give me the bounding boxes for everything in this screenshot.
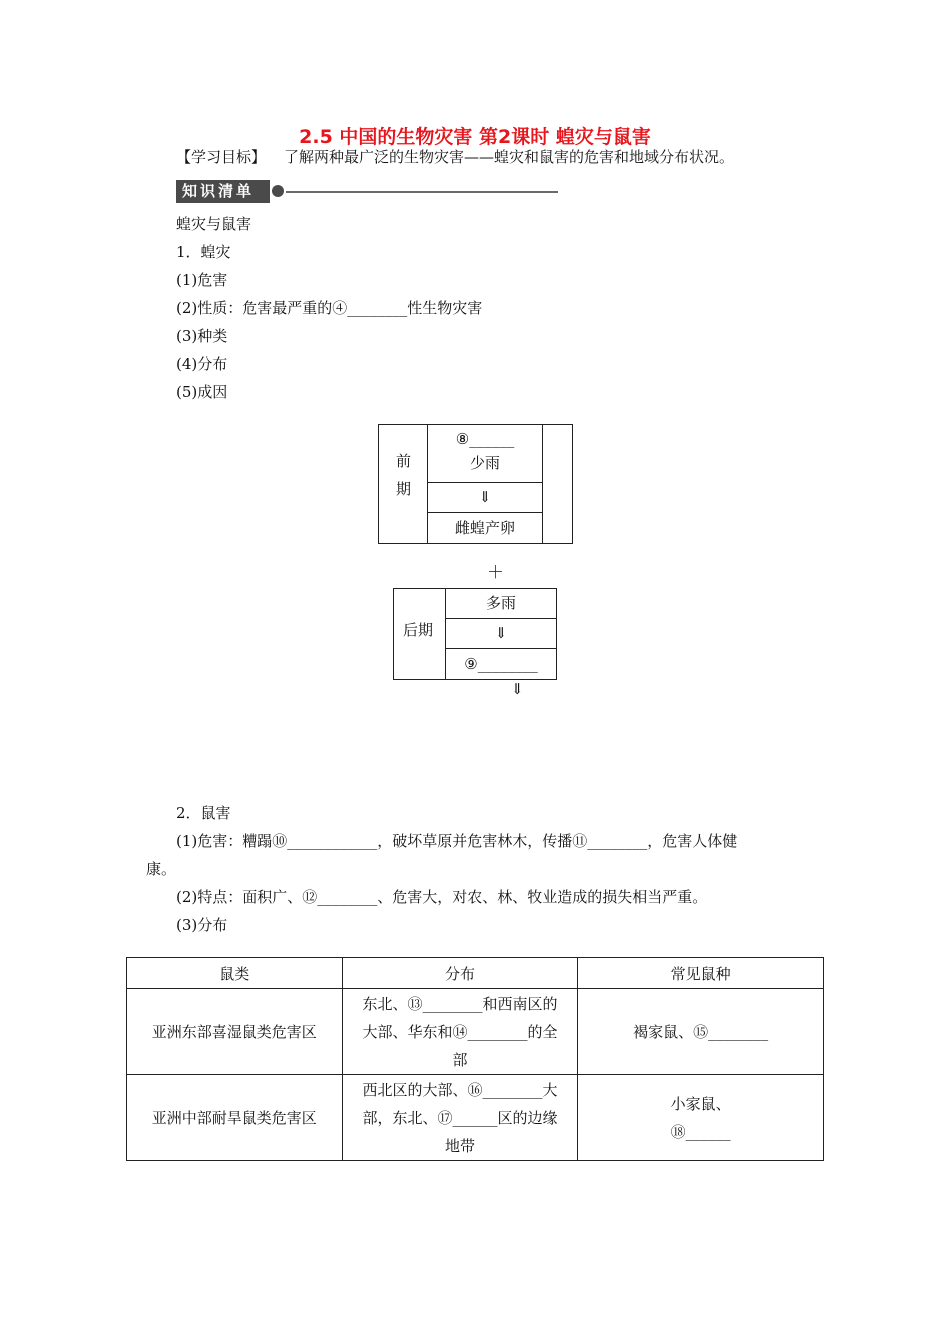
rodent-feature: (2)特点：面积广、⑫________、危害大，对农、林、牧业造成的损失相当严重。 xyxy=(176,888,708,906)
early-cell-top xyxy=(427,424,543,483)
cell-rodent-type: 亚洲东部喜湿鼠类危害区 xyxy=(127,989,343,1075)
banner-dot-icon xyxy=(272,185,284,197)
objective-text: 了解两种最广泛的生物灾害——蝗灾和鼠害的危害和地域分布状况。 xyxy=(284,148,735,166)
early-lay-eggs: 雌蝗产卵 xyxy=(454,519,515,537)
locust-item-nature: (2)性质：危害最严重的④________性生物灾害 xyxy=(176,299,483,317)
cell-distribution xyxy=(342,989,578,1075)
distribution-line: 部 xyxy=(452,1050,468,1069)
table-header-row xyxy=(127,958,824,989)
distribution-line: 大部、华东和⑭________的全 xyxy=(362,1022,558,1041)
down-arrow-icon: ⇓ xyxy=(478,488,492,506)
late-blank-9: ⑨________ xyxy=(464,655,538,673)
late-rain-cell xyxy=(445,588,557,619)
cell-species xyxy=(578,1075,824,1161)
locust-item-causes: (5)成因 xyxy=(176,383,228,401)
rodent-heading: 2．鼠害 xyxy=(176,804,231,822)
locust-item-kinds: (3)种类 xyxy=(176,327,228,345)
early-blank-8: ⑧______ xyxy=(455,430,515,448)
rodent-harm-line2: 康。 xyxy=(146,860,177,878)
rodent-distribution-table xyxy=(126,957,824,1161)
page-title: 2.5 中国的生物灾害 第2课时 蝗灾与鼠害 xyxy=(299,126,651,148)
early-label-2: 期 xyxy=(396,480,412,498)
early-label-1: 前 xyxy=(396,452,412,470)
early-little-rain: 少雨 xyxy=(469,454,500,472)
species-line: 小家鼠、 xyxy=(670,1094,731,1113)
learning-objective xyxy=(176,146,734,167)
table-row xyxy=(127,989,824,1075)
table-row xyxy=(127,1075,824,1161)
distribution-line: 地带 xyxy=(444,1136,475,1155)
cell-distribution xyxy=(342,1075,578,1161)
species-line: ⑱______ xyxy=(670,1122,731,1141)
locust-heading: 1．蝗灾 xyxy=(176,243,231,261)
cell-rodent-type: 亚洲中部耐旱鼠类危害区 xyxy=(127,1075,343,1161)
early-arrow-cell xyxy=(427,482,543,513)
header-distribution: 分布 xyxy=(342,958,578,989)
late-arrow-cell xyxy=(445,618,557,649)
late-label: 后期 xyxy=(403,621,434,639)
down-arrow-icon: ⇓ xyxy=(494,624,508,642)
distribution-line: 西北区的大部、⑯________大 xyxy=(362,1080,558,1099)
rodent-harm-line1: (1)危害：糟蹋⑩____________，破坏草原并危害林木，传播⑪________，危害人体健 xyxy=(176,832,738,850)
distribution-line: 东北、⑬________和西南区的 xyxy=(362,994,558,1013)
result-arrow-icon: ⇓ xyxy=(511,680,524,698)
header-common-species: 常见鼠种 xyxy=(578,958,824,989)
late-blank-cell xyxy=(445,648,557,680)
late-much-rain: 多雨 xyxy=(485,594,516,612)
banner-divider xyxy=(286,191,558,193)
locust-item-harm: (1)危害 xyxy=(176,271,228,289)
objective-tag: 【学习目标】 xyxy=(176,148,267,166)
knowledge-list-banner: 知识清单 xyxy=(176,180,270,203)
species-line: 褐家鼠、⑮________ xyxy=(633,1022,769,1041)
early-lay-eggs-cell xyxy=(427,512,543,544)
plus-sign: ＋ xyxy=(487,563,504,583)
distribution-line: 部，东北、⑰______区的边缘 xyxy=(362,1108,558,1127)
rodent-distribution: (3)分布 xyxy=(176,916,228,934)
header-rodent-type: 鼠类 xyxy=(127,958,343,989)
locust-item-distribution: (4)分布 xyxy=(176,355,228,373)
section-title: 蝗灾与鼠害 xyxy=(176,215,252,233)
cell-species xyxy=(578,989,824,1075)
